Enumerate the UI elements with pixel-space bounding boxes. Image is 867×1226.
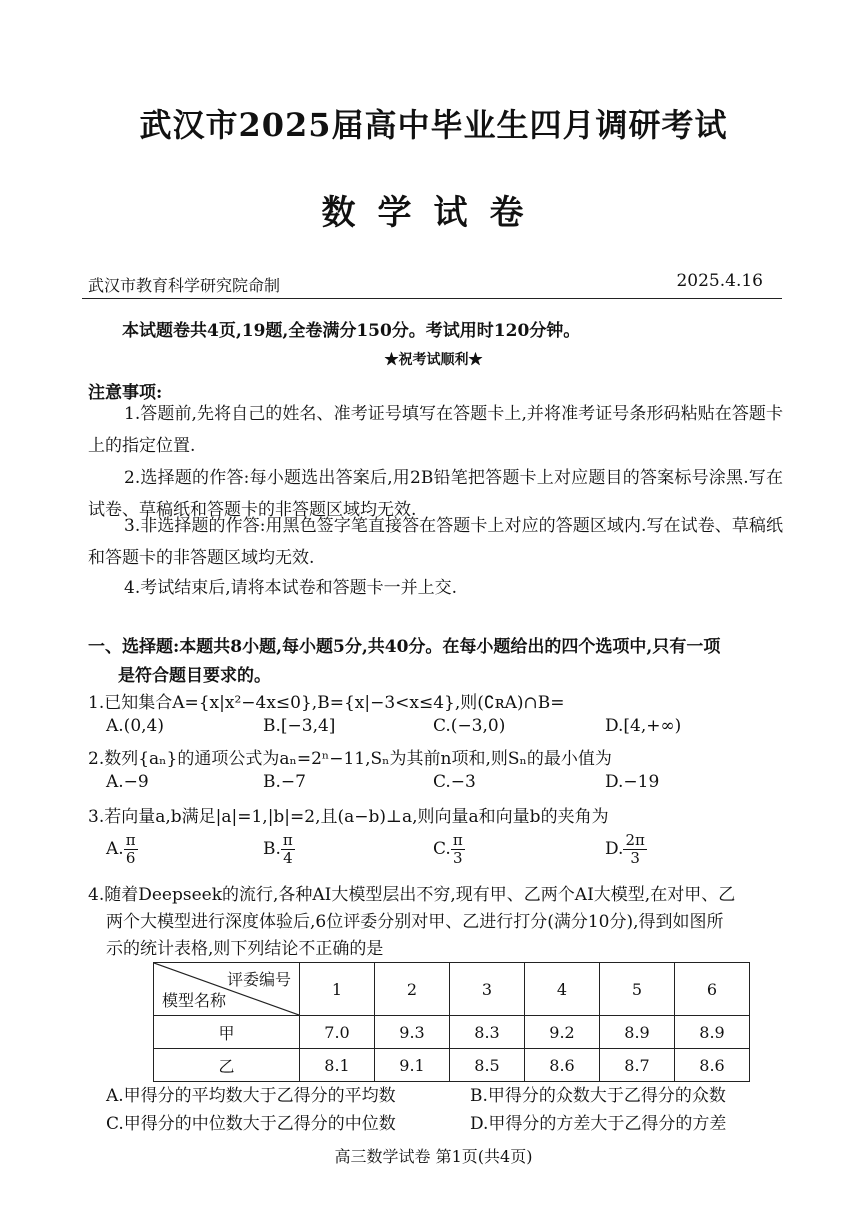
score-cell: 8.3 xyxy=(450,1016,525,1049)
question-1-stem: 1.已知集合A={x|x²−4x≤0},B={x|−3<x≤4},则(∁ʀA)∩B= xyxy=(88,693,565,713)
score-cell: 8.6 xyxy=(525,1049,600,1082)
question-1-option-d: D.[4,+∞) xyxy=(605,716,682,736)
page-footer: 高三数学试卷 第1页(共4页) xyxy=(334,1147,533,1166)
table-header-cell: 3 xyxy=(450,963,525,1016)
table-header-cell: 2 xyxy=(375,963,450,1016)
score-cell: 9.1 xyxy=(375,1049,450,1082)
question-2-option-d: D.−19 xyxy=(605,772,660,792)
question-1-option-c: C.(−3,0) xyxy=(433,716,506,736)
score-cell: 9.2 xyxy=(525,1016,600,1049)
score-table xyxy=(153,962,750,1082)
question-4-option-d: D.甲得分的方差大于乙得分的方差 xyxy=(470,1114,727,1134)
question-4-option-a: A.甲得分的平均数大于乙得分的平均数 xyxy=(106,1086,396,1106)
question-4-option-c: C.甲得分的中位数大于乙得分的中位数 xyxy=(106,1114,396,1134)
notes-heading: 注意事项: xyxy=(88,383,163,403)
score-cell: 8.7 xyxy=(600,1049,675,1082)
note-item: 3.非选择题的作答:用黑色签字笔直接答在答题卡上对应的答题区域内.写在试卷、草稿纸和答题卡的非答题区域均无效. xyxy=(88,516,783,568)
score-cell: 8.9 xyxy=(675,1016,750,1049)
table-row xyxy=(154,1016,750,1049)
score-cell: 7.0 xyxy=(300,1016,375,1049)
table-header-cell: 1 xyxy=(300,963,375,1016)
score-cell: 8.6 xyxy=(675,1049,750,1082)
header-divider xyxy=(82,298,782,299)
corner-top-label: 评委编号 xyxy=(226,970,291,989)
question-1-option-b: B.[−3,4] xyxy=(263,716,336,736)
subject-title: 数学试卷 xyxy=(321,193,546,233)
issuer: 武汉市教育科学研究院命制 xyxy=(88,276,281,295)
note-item: 2.选择题的作答:每小题选出答案后,用2B铅笔把答题卡上对应题目的答案标号涂黑.写在试卷、草稿纸和答题卡的非答题区域均无效. xyxy=(88,468,783,520)
question-4-stem-line: 示的统计表格,则下列结论不正确的是 xyxy=(106,939,384,959)
section-heading-cont: 是符合题目要求的。 xyxy=(118,666,271,686)
question-1-option-a: A.(0,4) xyxy=(106,716,164,736)
corner-bottom-label: 模型名称 xyxy=(162,991,227,1010)
exam-date: 2025.4.16 xyxy=(676,271,763,291)
note-item: 4.考试结束后,请将本试卷和答题卡一并上交. xyxy=(124,578,458,598)
exam-title: 武汉市2025届高中毕业生四月调研考试 xyxy=(139,106,728,144)
note-item: 1.答题前,先将自己的姓名、准考证号填写在答题卡上,并将准考证号条形码粘贴在答题卡上的指定位置. xyxy=(88,404,783,456)
question-3-stem: 3.若向量a,b满足|a|=1,|b|=2,且(a−b)⊥a,则向量a和向量b的夹角为 xyxy=(88,807,609,827)
score-cell: 8.5 xyxy=(450,1049,525,1082)
question-4-option-b: B.甲得分的众数大于乙得分的众数 xyxy=(470,1086,726,1106)
question-2-option-c: C.−3 xyxy=(433,772,476,792)
table-row xyxy=(154,1049,750,1082)
question-4-stem-line: 两个大模型进行深度体验后,6位评委分别对甲、乙进行打分(满分10分),得到如图所 xyxy=(106,912,724,932)
model-name-cell: 甲 xyxy=(154,1016,300,1049)
table-header-cell: 5 xyxy=(600,963,675,1016)
question-3-option-a: A. $\frac{\pi}{6}$ xyxy=(106,831,136,867)
good-luck-banner: ★祝考试顺利★ xyxy=(384,352,483,368)
model-name-cell: 乙 xyxy=(154,1049,300,1082)
score-cell: 9.3 xyxy=(375,1016,450,1049)
table-corner-cell xyxy=(154,963,300,1016)
question-4-stem-line: 4.随着Deepseek的流行,各种AI大模型层出不穷,现有甲、乙两个AI大模型,在对甲、乙 xyxy=(88,885,736,905)
score-cell: 8.1 xyxy=(300,1049,375,1082)
section-heading: 一、选择题:本题共8小题,每小题5分,共40分。在每小题给出的四个选项中,只有一项 xyxy=(88,637,721,657)
table-header-cell: 6 xyxy=(675,963,750,1016)
question-2-stem: 2.数列{aₙ}的通项公式为aₙ=2ⁿ−11,Sₙ为其前n项和,则Sₙ的最小值为 xyxy=(88,749,612,769)
score-cell: 8.9 xyxy=(600,1016,675,1049)
question-3-option-c: C. $\frac{\pi}{3}$ xyxy=(433,831,463,867)
table-header-cell: 4 xyxy=(525,963,600,1016)
question-3-option-b: B. $\frac{\pi}{4}$ xyxy=(263,831,293,867)
question-2-option-a: A.−9 xyxy=(106,772,149,792)
question-3-option-d: D. $\frac{2\pi}{3}$ xyxy=(605,831,645,867)
question-2-option-b: B.−7 xyxy=(263,772,306,792)
exam-info: 本试题卷共4页,19题,全卷满分150分。考试用时120分钟。 xyxy=(122,321,581,341)
table-header-row xyxy=(154,963,750,1016)
